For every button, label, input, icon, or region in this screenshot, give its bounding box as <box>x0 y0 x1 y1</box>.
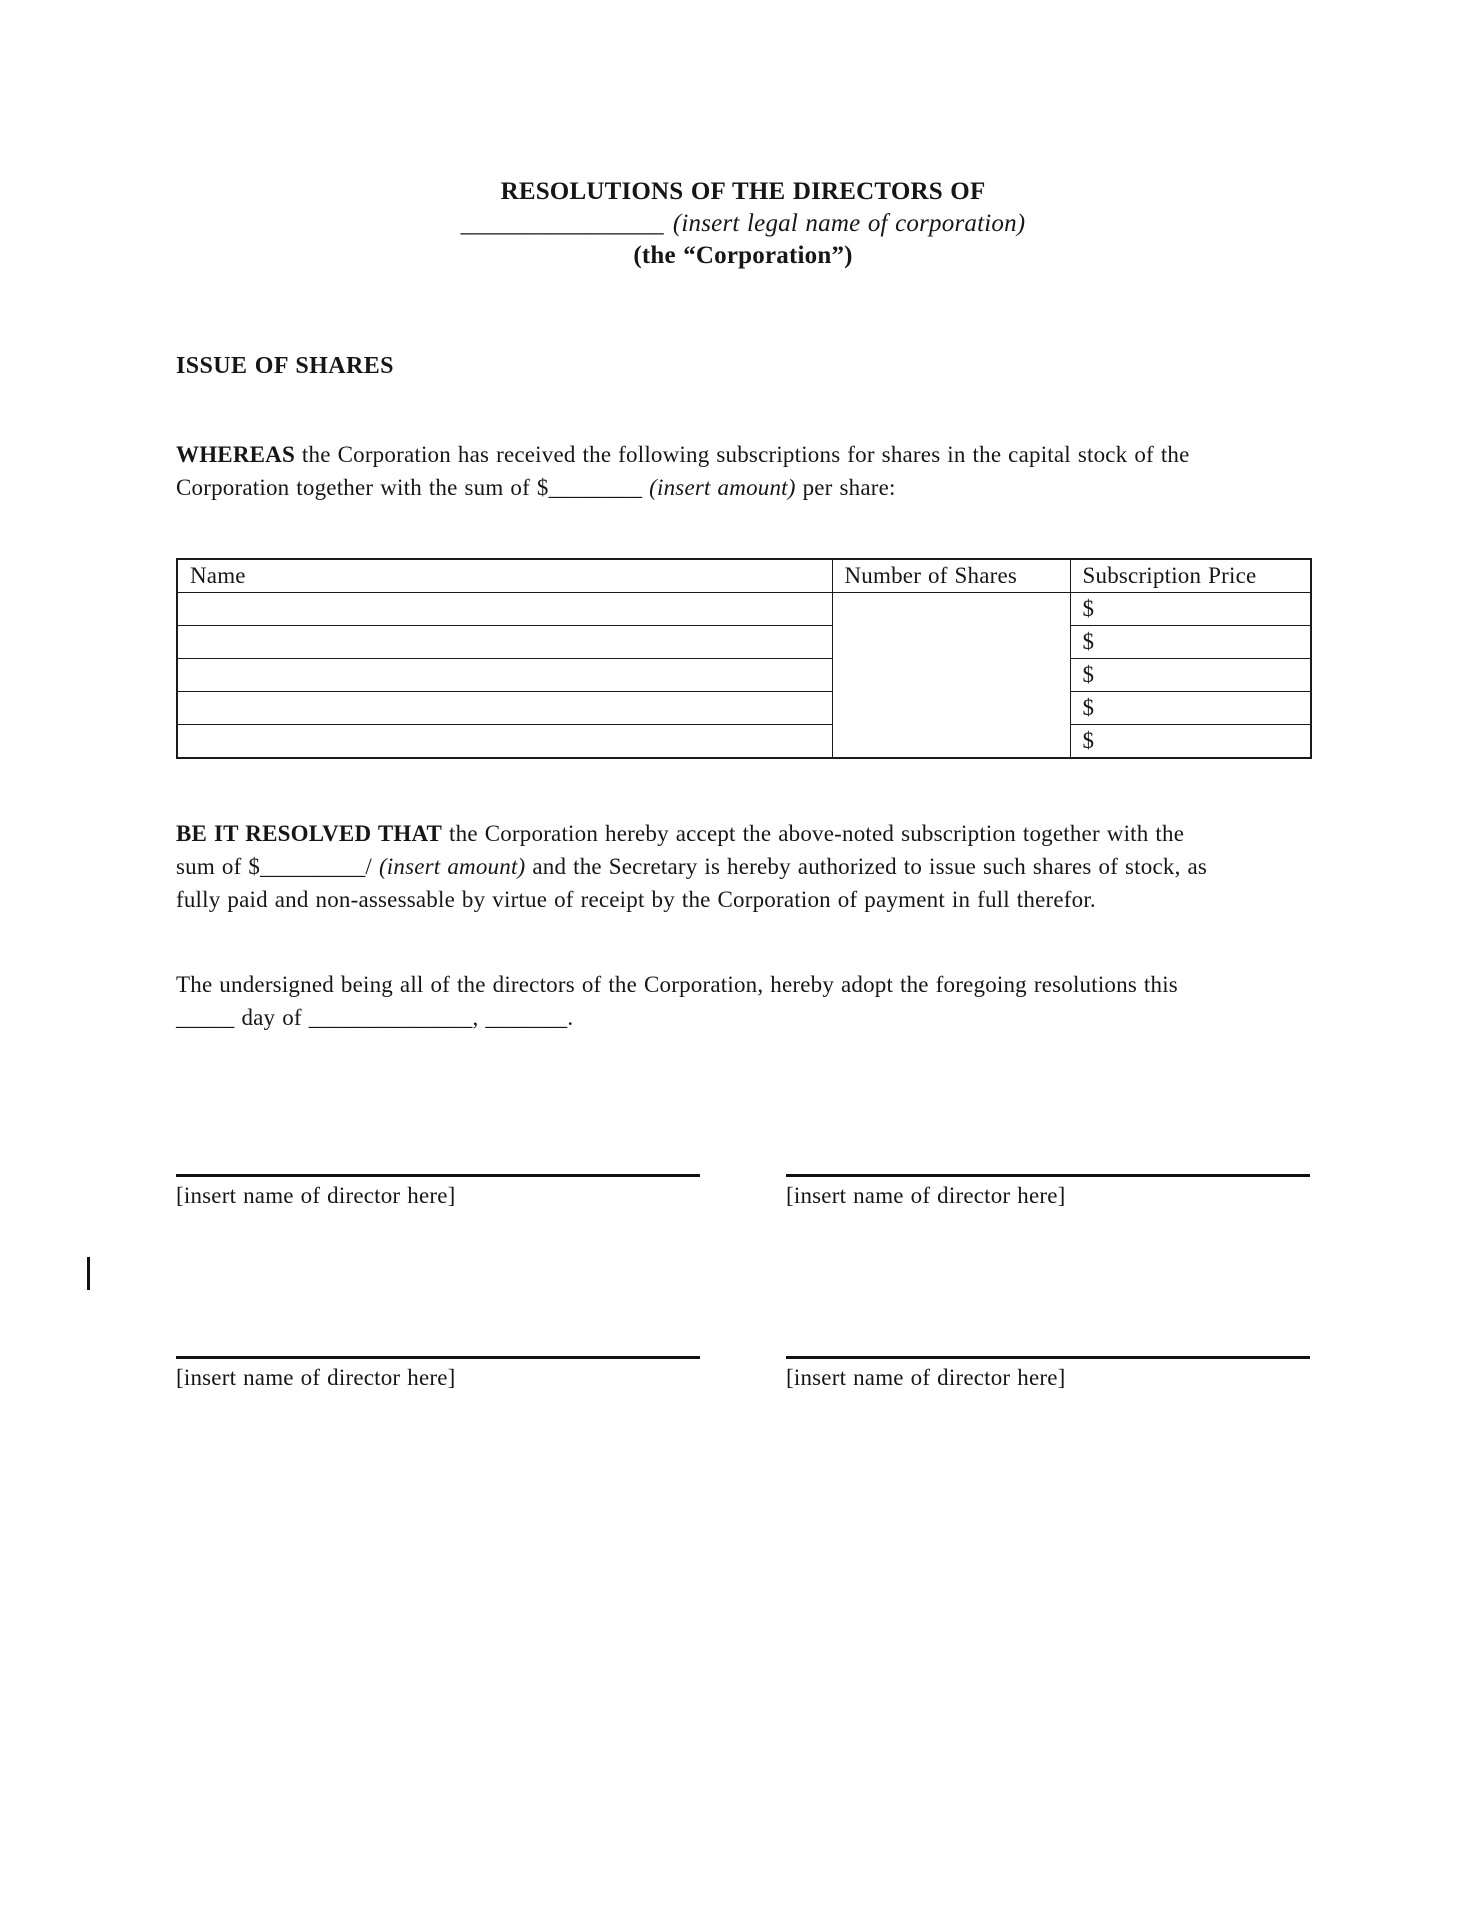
table-row <box>177 626 1311 659</box>
signature-label: [insert name of director here] <box>786 1365 1066 1390</box>
shares-cell <box>832 725 1070 759</box>
name-cell <box>177 593 832 626</box>
price-cell: $ <box>1070 593 1311 626</box>
shares-cell <box>832 626 1070 659</box>
signature-label: [insert name of director here] <box>176 1365 456 1390</box>
adoption-line-2-date-blanks: _____ day of ______________, _______. <box>176 1005 574 1030</box>
document-content <box>176 0 1310 1394</box>
price-cell: $ <box>1070 659 1311 692</box>
signature-line <box>786 1174 1310 1177</box>
resolved-line-2-text: sum of $_________/ <box>176 854 379 879</box>
shares-cell <box>832 593 1070 626</box>
table-row <box>177 593 1311 626</box>
corporation-defined-term: (the “Corporation”) <box>633 242 853 269</box>
resolved-paragraph <box>176 817 1310 916</box>
table-header-row <box>177 559 1311 593</box>
signature-line <box>176 1174 700 1177</box>
resolved-line-2-tail: and the Secretary is hereby authorized to issue such shares of stock, as <box>525 854 1208 879</box>
signature-row-2 <box>176 1356 1310 1394</box>
insert-corporation-name-note: (insert legal name of corporation) <box>672 210 1026 237</box>
table-row <box>177 725 1311 759</box>
name-cell <box>177 659 832 692</box>
whereas-line-2 <box>176 475 896 500</box>
text-cursor-artifact <box>87 1257 90 1290</box>
insert-amount-note: (insert amount) <box>378 854 526 879</box>
name-cell <box>177 626 832 659</box>
corporation-name-line <box>176 208 1310 240</box>
adoption-paragraph <box>176 968 1310 1034</box>
shares-cell <box>832 692 1070 725</box>
corporation-name-blank: ________________ <box>460 210 664 237</box>
table-row <box>177 659 1311 692</box>
document-title: RESOLUTIONS OF THE DIRECTORS OF <box>500 178 986 205</box>
insert-amount-note: (insert amount) <box>649 475 796 500</box>
resolved-lead: BE IT RESOLVED THAT <box>176 821 443 846</box>
column-header-number-of-shares: Number of Shares <box>832 559 1070 593</box>
adoption-line-1: The undersigned being all of the directors of the Corporation, hereby adopt the foregoing resolutions this <box>176 972 1178 997</box>
column-header-subscription-price: Subscription Price <box>1070 559 1311 593</box>
section-heading-issue-of-shares: ISSUE OF SHARES <box>176 353 394 379</box>
name-cell <box>177 725 832 759</box>
whereas-line-2-tail: per share: <box>795 475 896 500</box>
signature-label: [insert name of director here] <box>176 1183 456 1208</box>
title-block <box>176 176 1310 272</box>
subscription-table <box>176 558 1312 759</box>
signature-label: [insert name of director here] <box>786 1183 1066 1208</box>
resolved-line-1-text: the Corporation hereby accept the above-noted subscription together with the <box>442 821 1185 846</box>
price-cell: $ <box>1070 692 1311 725</box>
signature-block-3 <box>176 1356 700 1394</box>
whereas-line-2-text: Corporation together with the sum of $________ <box>176 475 650 500</box>
whereas-lead: WHEREAS <box>176 442 295 467</box>
column-header-name: Name <box>177 559 832 593</box>
signature-block-1 <box>176 1174 700 1212</box>
signature-block-4 <box>786 1356 1310 1394</box>
resolved-line-2 <box>176 854 1207 879</box>
signature-line <box>176 1356 700 1359</box>
signature-line <box>786 1356 1310 1359</box>
signature-block-2 <box>786 1174 1310 1212</box>
price-cell: $ <box>1070 626 1311 659</box>
shares-cell <box>832 659 1070 692</box>
name-cell <box>177 692 832 725</box>
signature-row-1 <box>176 1174 1310 1212</box>
resolved-line-1 <box>176 821 1184 846</box>
price-cell: $ <box>1070 725 1311 759</box>
whereas-paragraph <box>176 438 1310 504</box>
whereas-line-1 <box>176 442 1190 467</box>
resolved-line-3: fully paid and non-assessable by virtue of receipt by the Corporation of payment in full therefor. <box>176 887 1096 912</box>
whereas-line-1-text: the Corporation has received the following subscriptions for shares in the capital stock of the <box>294 442 1190 467</box>
table-row <box>177 692 1311 725</box>
